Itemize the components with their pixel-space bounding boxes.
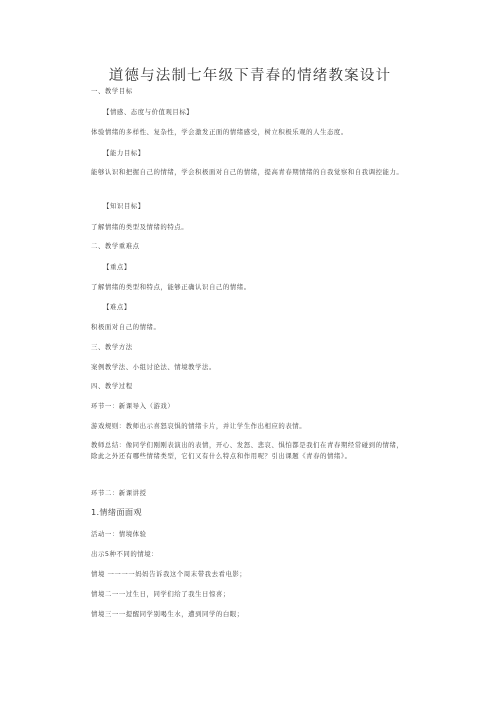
goal-knowledge-label: 【知识目标】 xyxy=(103,202,145,210)
step1-heading: 环节一：新课导入（游戏） xyxy=(91,402,175,410)
teaching-methods-text: 案例教学法、小组讨论法、情境教学法。 xyxy=(91,363,216,371)
section-heading-teaching-process: 四、教学过程 xyxy=(91,382,133,390)
scenario-1: 情境 一一一一妈妈告诉我这个周末带我去看电影； xyxy=(91,570,247,578)
scenario-2: 情境二一一过生日，同学们给了我生日惊喜； xyxy=(91,590,230,598)
section-heading-teaching-goals: 一、教学目标 xyxy=(91,87,133,95)
document-title: 道德与法制七年级下青春的情绪教案设计 xyxy=(108,68,392,84)
scenario-intro-text: 出示5种不同的情境： xyxy=(91,550,159,558)
difficult-point-text: 积极面对自己的情绪。 xyxy=(91,323,161,331)
goal-ability-label: 【能力目标】 xyxy=(103,149,145,157)
key-point-label: 【重点】 xyxy=(103,263,131,271)
goal-ability-text: 能够认识和把握自己的情绪，学会积极面对自己的情绪，提高青春期情绪的自我觉察和自我调控能力。 xyxy=(91,168,404,176)
goal-emotion-label: 【情感、态度与价值观目标】 xyxy=(103,108,194,116)
step1-game-rule: 游戏规则：教师出示喜怒哀惧的情绪卡片，并让学生作出相应的表情。 xyxy=(91,422,307,430)
difficult-point-label: 【难点】 xyxy=(103,303,131,311)
activity1-heading: 活动一：情境体验 xyxy=(91,530,147,538)
key-point-text: 了解情绪的类型和特点，能够正确认识自己的情绪。 xyxy=(91,283,251,291)
section-heading-key-points: 二、教学重难点 xyxy=(91,242,140,250)
step1-teacher-summary: 教师总结：像同学们刚刚表演出的表情，开心、发怒、悲哀、惧怕都是我们在青春期经常碰到的情绪，除此之外还有哪些情绪类型，它们又有什么特点和作用呢？引出课题《青春的情绪》。 xyxy=(91,441,404,460)
goal-emotion-text: 体验情绪的多样性、复杂性，学会激发正面的情绪感受，树立积极乐观的人生态度。 xyxy=(91,128,348,136)
goal-knowledge-text: 了解情绪的类型及情绪的特点。 xyxy=(91,223,189,231)
step2-heading: 环节二：新课讲授 xyxy=(91,489,147,497)
section-heading-teaching-methods: 三、教学方法 xyxy=(91,343,133,351)
step2-subheading-emotions: 1.情绪面面观 xyxy=(91,507,142,517)
scenario-3: 情境三一一提醒同学别喝生水，遭到同学的白眼； xyxy=(91,610,244,618)
